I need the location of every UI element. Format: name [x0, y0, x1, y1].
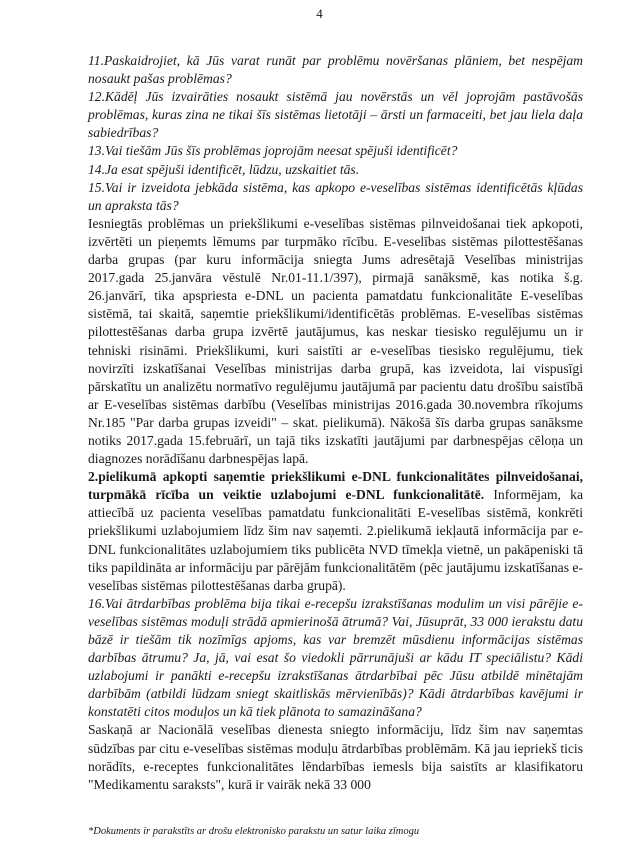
- question-16: 16.Vai ātrdarbības problēma bija tikai e-recepšu izrakstīšanas modulim un visi pārējie e-veselības sistēmas moduļi strādā apmierinošā ātrumā? Vai, Jūsuprāt, 33 000 ierakstu datu bāzē ir tiešām tik nozīmīgs apjoms, kas var bremzēt mūsdienu informācijas sistēmas darbības ātrumu? Ja, jā, vai esat šo viedokli pārrunājuši ar kādu IT speciālistu? Kādi uzlabojumi ir panākti e-recepšu izrakstīšanas ātrdarbībai pēc Jūsu atbildē minētajām darbībām (atbildi lūdzam sniegt skaitliskās mērvienībās)? Kādi ātrdarbības kavējumi ir konstatēti citos moduļos un kā tiek plānota to samazināšana?: [88, 595, 583, 720]
- question-11: 11.Paskaidrojiet, kā Jūs varat runāt par problēmu novēršanas plāniem, bet nespējam nosaukt pašas problēmas?: [88, 53, 583, 87]
- answer-2-text: Informējam, ka attiecībā uz pacienta veselības pamatdatu funkcionalitāti E-veselības sistēmā, konkrēti priekšlikumi uzlabojumiem līdz šim nav saņemti. 2.pielikumā iekļautā informācija par e-DNL funkcionalitātes uzlabojumiem tiks publicēta NVD tīmekļa vietnē, un pakāpeniski tā tiks papildināta ar informāciju par pārējām funkcionalitātēm (pēc jautājumu izskatīšanas e-veselības sistēmas pilottestēšanas darba grupā).: [88, 487, 583, 593]
- question-14: 14.Ja esat spējuši identificēt, lūdzu, uzskaitiet tās.: [88, 161, 360, 177]
- document-body: [88, 52, 583, 794]
- page-number: 4: [316, 6, 323, 21]
- footer-signature-note: *Dokuments ir parakstīts ar drošu elektronisko parakstu un satur laika zīmogu: [88, 826, 420, 837]
- question-12: 12.Kādēļ Jūs izvairāties nosaukt sistēmā jau novērstās un vēl joprojām pastāvošās problēmas, kuras zina ne tikai šīs sistēmas lietotāji – ārsti un farmaceiti, bet jau liela daļa sabiedrības?: [88, 89, 583, 141]
- answer-paragraph-1: Iesniegtās problēmas un priekšlikumi e-veselības sistēmas pilnveidošanai tiek apkopoti, izvērtēti un pieņemts lēmums par turpmāko rīcību. E-veselības sistēmas pilottestēšanas darba grupas (par kuru informācija sniegta Jums adresētajā Veselības ministrijas 2017.gada 25.janvāra vēstulē Nr.01-11.1/397), pirmajā sanāksmē, kas notika š.g. 26.janvārī, tika apspriesta e-DNL un pacienta pamatdatu funkcionalitāte E-veselības sistēmā, tai skaitā, saņemtie priekšlikumi/identificētās problēmas. E-veselības sistēmas pilottestēšanas darba grupa izvērtē jautājumus, kas neskar tiesisko regulējumu un ir tehniski risināmi. Priekšlikumi, kuri saistīti ar e-veselības tiesisko regulējumu, tiek novirzīti izskatīšanai Veselības ministrijas darba grupā, kas izveidota, lai vispusīgi pārskatītu un analizētu normatīvo regulējumu jautājumā par pacientu datu drošību saistībā ar E-veselības sistēmas darbību (Veselības ministrijas 2016.gada 30.novembra rīkojums Nr.185 "Par darba grupas izveidi" – skat. pielikumā). Nākošā šīs darba grupas sanāksme notiks 2017.gada 15.februārī, un tajā tiks izskatīti jautājumi par darbnespējas cēloņa un diagnozes norādīšanu darbnespējas lapā.: [88, 215, 583, 467]
- answer-paragraph-3: Saskaņā ar Nacionālā veselības dienesta sniegto informāciju, līdz šim nav saņemtas sūdzības par citu e-veselības sistēmas moduļu ātrdarbības problēmām. Kā jau iepriekš ticis norādīts, e-receptes funkcionalitātes lēndarbības iemesls bija saistīts ar klasifikatoru "Medikamentu saraksts", kurā ir vairāk nekā 33 000: [88, 722, 583, 792]
- question-13: 13.Vai tiešām Jūs šīs problēmas joprojām neesat spējuši identificēt?: [88, 143, 458, 159]
- answer-2-bold-lead: 2.pielikumā apkopti saņemtie priekšlikumi e-DNL funkcionalitātes pilnveidošanai, turpmākā rīcība un veiktie uzlabojumi e-DNL funkcionalitātē.: [88, 469, 583, 503]
- answer-paragraph-2: [88, 468, 583, 595]
- question-15: 15.Vai ir izveidota jebkāda sistēma, kas apkopo e-veselības sistēmas identificētās kļūdas un apraksta tās?: [88, 179, 583, 213]
